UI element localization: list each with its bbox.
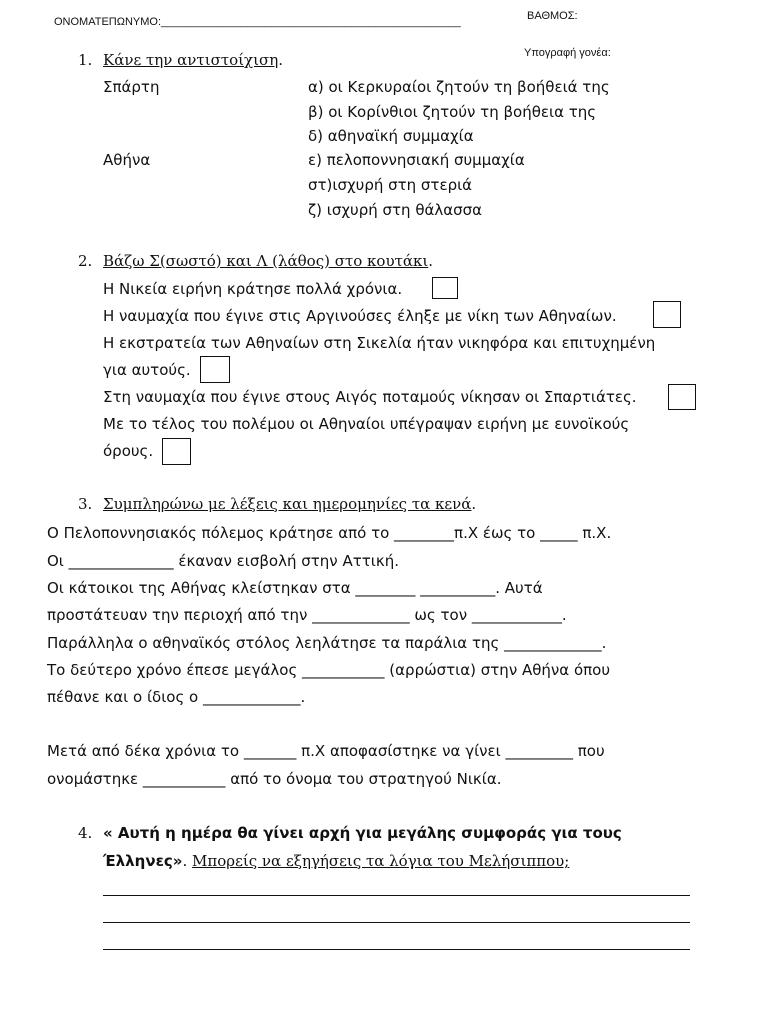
q1-right-a: α) οι Κερκυραίοι ζητούν τη βοήθειά της (308, 78, 610, 96)
q3-line-5: Παράλληλα ο αθηναϊκός στόλος λεηλάτησε τα παράλια της _____________. (47, 634, 607, 652)
q2-answer-box-2[interactable] (653, 301, 681, 328)
q3-title-text: Συμπληρώνω με λέξεις και ημερομηνίες τα κενά (103, 495, 472, 513)
q4-answer-line-3[interactable] (103, 949, 690, 950)
q3-line-6: Το δεύτερο χρόνο έπεσε μεγάλος ___________ (αρρώστια) στην Αθήνα όπου (47, 661, 611, 679)
q2-statement-3: Η εκστρατεία των Αθηναίων στη Σικελία ήταν νικηφόρα και επιτυχημένη (103, 334, 656, 352)
q3-number: 3. (78, 495, 93, 513)
q4-answer-line-1[interactable] (103, 895, 690, 896)
grade-label: ΒΑΘΜΟΣ: (527, 10, 578, 22)
q1-title-end: . (278, 51, 284, 69)
name-blank[interactable]: _________________________________________________ (161, 16, 461, 28)
q4-after-quote: . (182, 852, 193, 870)
q2-statement-5-cont: όρους. (103, 442, 154, 460)
q3-line-2: Οι ______________ έκαναν εισβολή στην Αττική. (47, 552, 399, 570)
name-label (54, 16, 461, 28)
q2-statement-4: Στη ναυμαχία που έγινε στους Αιγός ποταμούς νίκησαν οι Σπαρτιάτες. (103, 388, 637, 406)
q2-title-text: Βάζω Σ(σωστό) και Λ (λάθος) στο κουτάκι (103, 252, 429, 270)
q3-line-7: πέθανε και ο ίδιος ο _____________. (47, 688, 306, 706)
q4-number: 4. (78, 824, 93, 842)
q2-number: 2. (78, 252, 93, 270)
name-label-text: ΟΝΟΜΑΤΕΠΩΝΥΜΟ: (54, 16, 162, 28)
q1-right-e: ε) πελοποννησιακή συμμαχία (308, 151, 525, 169)
q3-line-3: Οι κάτοικοι της Αθήνας κλείστηκαν στα ________ __________. Αυτά (47, 579, 543, 597)
q3-line-4: προστάτευαν την περιοχή από την _____________ ως τον ____________. (47, 606, 567, 624)
q1-right-b: β) οι Κορίνθιοι ζητούν τη βοήθεια της (308, 103, 597, 121)
q2-statement-2: Η ναυμαχία που έγινε στις Αργινούσες έληξε με νίκη των Αθηναίων. (103, 307, 617, 325)
q2-title-end: . (428, 252, 434, 270)
q2-answer-box-3[interactable] (200, 356, 230, 383)
q2-answer-box-4[interactable] (668, 384, 696, 410)
q4-answer-line-2[interactable] (103, 922, 690, 923)
q2-statement-5: Με το τέλος του πολέμου οι Αθηναίοι υπέγραψαν ειρήνη με ευνοϊκούς (103, 415, 630, 433)
q1-title (103, 51, 283, 69)
q1-number: 1. (78, 51, 93, 69)
q3-line-9: ονομάστηκε ___________ από το όνομα του στρατηγού Νικία. (47, 770, 502, 788)
q1-right-st: στ)ισχυρή στη στεριά (308, 176, 473, 194)
parent-signature-label: Υπογραφή γονέα: (524, 47, 611, 59)
q1-right-d: δ) αθηναϊκή συμμαχία (308, 127, 474, 145)
q4-quote-line-2: Έλληνες» (103, 852, 183, 870)
q1-title-text: Κάνε την αντιστοίχιση (103, 51, 279, 69)
q2-answer-box-5[interactable] (162, 438, 191, 465)
q2-answer-box-1[interactable] (432, 277, 458, 299)
q2-statement-3-cont: για αυτούς. (103, 361, 191, 379)
q3-line-1: Ο Πελοποννησιακός πόλεμος κράτησε από το ________π.Χ έως το _____ π.Χ. (47, 524, 612, 542)
q4-quote-line-1: « Αυτή η ημέρα θα γίνει αρχή για μεγάλης συμφοράς για τους (103, 824, 622, 842)
q2-statement-1: Η Νικεία ειρήνη κράτησε πολλά χρόνια. (103, 280, 403, 298)
q3-title (103, 495, 476, 513)
q3-title-end: . (471, 495, 477, 513)
q1-left-athens: Αθήνα (103, 151, 151, 169)
q1-left-sparta: Σπάρτη (103, 78, 160, 96)
q4-line-2 (103, 851, 569, 870)
q4-question: Μπορείς να εξηγήσεις τα λόγια του Μελήσιππου; (192, 852, 570, 870)
q3-line-8: Μετά από δέκα χρόνια το _______ π.Χ αποφασίστηκε να γίνει _________ που (47, 742, 605, 760)
q1-right-z: ζ) ισχυρή στη θάλασσα (308, 201, 483, 219)
q2-title (103, 252, 433, 270)
